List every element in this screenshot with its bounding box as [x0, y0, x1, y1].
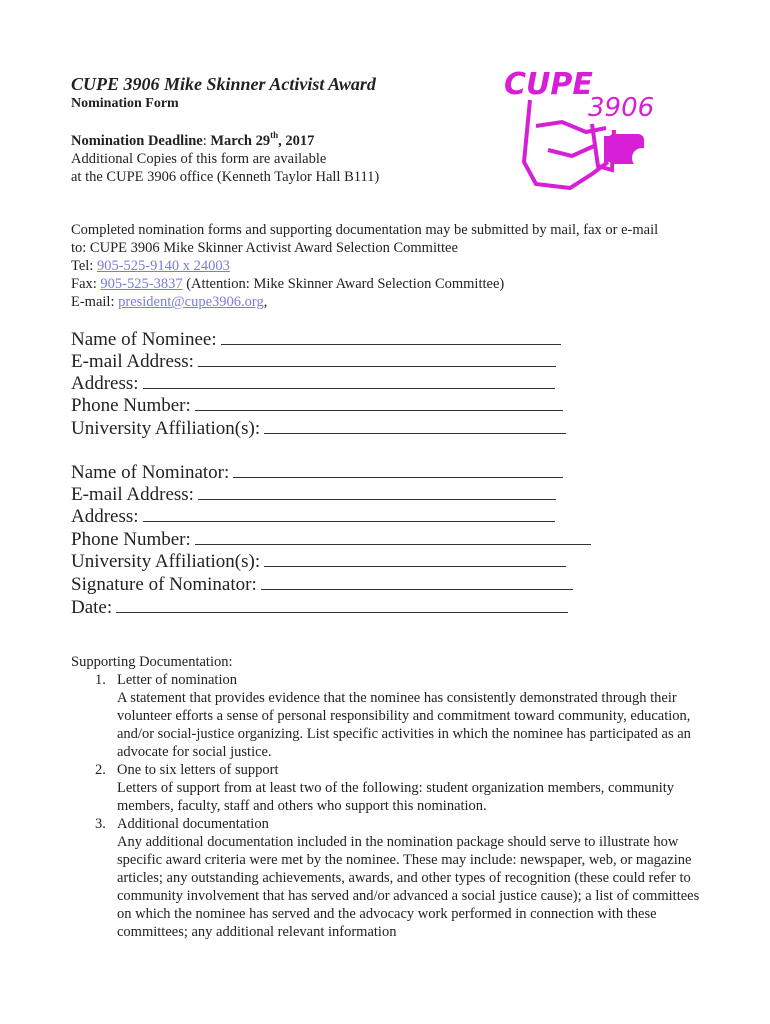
item-number: 2.	[95, 762, 106, 778]
item-title: One to six letters of support	[117, 762, 279, 778]
fill-line[interactable]	[233, 461, 563, 478]
fill-line[interactable]	[143, 372, 555, 389]
deadline-label: Nomination Deadline	[71, 133, 203, 149]
field-label: E-mail Address:	[71, 484, 194, 505]
field-label: Address:	[71, 506, 139, 527]
field-label: Signature of Nominator:	[71, 574, 257, 595]
fill-line[interactable]	[221, 328, 561, 345]
email-trail: ,	[263, 294, 268, 310]
fill-line[interactable]	[116, 596, 568, 613]
item-number: 1.	[95, 672, 106, 688]
item-title: Letter of nomination	[117, 672, 237, 688]
deadline-value: March 29	[210, 133, 271, 149]
deadline-year: , 2017	[278, 133, 315, 149]
fax-link[interactable]: 905-525-3837	[100, 276, 183, 292]
fill-line[interactable]	[264, 550, 566, 567]
item-number: 3.	[95, 816, 106, 832]
fill-line[interactable]	[195, 528, 591, 545]
fill-line[interactable]	[264, 417, 566, 434]
field-label: Phone Number:	[71, 529, 191, 550]
tel-link[interactable]: 905-525-9140 x 24003	[96, 258, 230, 274]
item-description: A statement that provides evidence that the nominee has consistently demonstrated through their volunteer efforts a sense of personal responsibility and commitment toward community, education, and/or social-justice organizing. List specific activities in which the nominee has participated as an advocate for social justice.	[117, 690, 691, 760]
email-label: E-mail:	[71, 294, 119, 310]
field-label: Address:	[71, 373, 139, 394]
nominee-affiliation-field[interactable]	[71, 417, 566, 440]
nominator-address-field[interactable]	[71, 505, 555, 528]
cupe-3906-logo	[500, 66, 660, 198]
item-title: Additional documentation	[117, 816, 269, 832]
field-label: University Affiliation(s):	[71, 418, 261, 439]
field-label: Date:	[71, 597, 113, 618]
field-label: Phone Number:	[71, 395, 191, 416]
fill-line[interactable]	[198, 350, 556, 367]
award-title: CUPE 3906 Mike Skinner Activist Award	[71, 74, 376, 94]
fill-line[interactable]	[198, 483, 556, 500]
supporting-heading: Supporting Documentation:	[71, 654, 233, 670]
nominee-address-field[interactable]	[71, 372, 555, 395]
copies-line-2: at the CUPE 3906 office (Kenneth Taylor Hall B111)	[71, 169, 380, 185]
fax-label: Fax:	[71, 276, 101, 292]
logo-text-cupe: CUPE	[504, 67, 593, 102]
item-description: Letters of support from at least two of the following: student organization members, community members, faculty, staff and others who support this nomination.	[117, 780, 675, 814]
nomination-date-field[interactable]	[71, 596, 568, 619]
wrench-jaw	[632, 148, 652, 168]
nomination-deadline: Nomination Deadline: March 29th, 2017	[71, 130, 315, 149]
fill-line[interactable]	[195, 394, 563, 411]
email-line	[71, 293, 267, 311]
copies-line-1: Additional Copies of this form are available	[71, 151, 327, 167]
fax-line	[71, 275, 504, 293]
item-description: Any additional documentation included in the nomination package should serve to illustrate how specific award criteria were met by the nominee. These may include: newspaper, web, or magazine articles; any outstanding achievements, awards, and other types of recognition (these could refer to community involvement that has served and/or advanced a social justice cause); a list of committees on which the nominee has served and the advocacy work performed in connection with these committees; any additional relevant information	[117, 834, 700, 940]
fill-line[interactable]	[143, 505, 555, 522]
nominee-phone-field[interactable]	[71, 394, 563, 417]
submission-line-1: Completed nomination forms and supporting documentation may be submitted by mail, fax or e-mail	[71, 222, 659, 238]
form-subtitle: Nomination Form	[71, 96, 179, 111]
wrench-handle	[604, 136, 614, 162]
list-item	[71, 761, 711, 815]
nominee-email-field[interactable]	[71, 350, 556, 373]
supporting-documentation	[71, 653, 711, 941]
tel-line	[71, 257, 230, 275]
nominator-email-field[interactable]	[71, 483, 556, 506]
field-label: E-mail Address:	[71, 351, 194, 372]
nominee-name-field[interactable]	[71, 328, 561, 351]
nominator-phone-field[interactable]	[71, 528, 591, 551]
logo-text-number: 3906	[588, 93, 655, 123]
nominator-name-field[interactable]	[71, 461, 563, 484]
fill-line[interactable]	[261, 573, 573, 590]
list-item	[71, 815, 711, 941]
email-link[interactable]: president@cupe3906.org	[118, 294, 264, 310]
nominator-affiliation-field[interactable]	[71, 550, 566, 573]
field-label: Name of Nominator:	[71, 462, 230, 483]
submission-line-2: to: CUPE 3906 Mike Skinner Activist Award Selection Committee	[71, 240, 458, 256]
list-item	[71, 671, 711, 761]
fax-note: (Attention: Mike Skinner Award Selection Committee)	[182, 276, 505, 292]
tel-label: Tel:	[71, 258, 97, 274]
nominator-signature-field[interactable]	[71, 573, 573, 596]
deadline-suffix: th	[270, 130, 279, 140]
field-label: Name of Nominee:	[71, 329, 217, 350]
field-label: University Affiliation(s):	[71, 551, 261, 572]
